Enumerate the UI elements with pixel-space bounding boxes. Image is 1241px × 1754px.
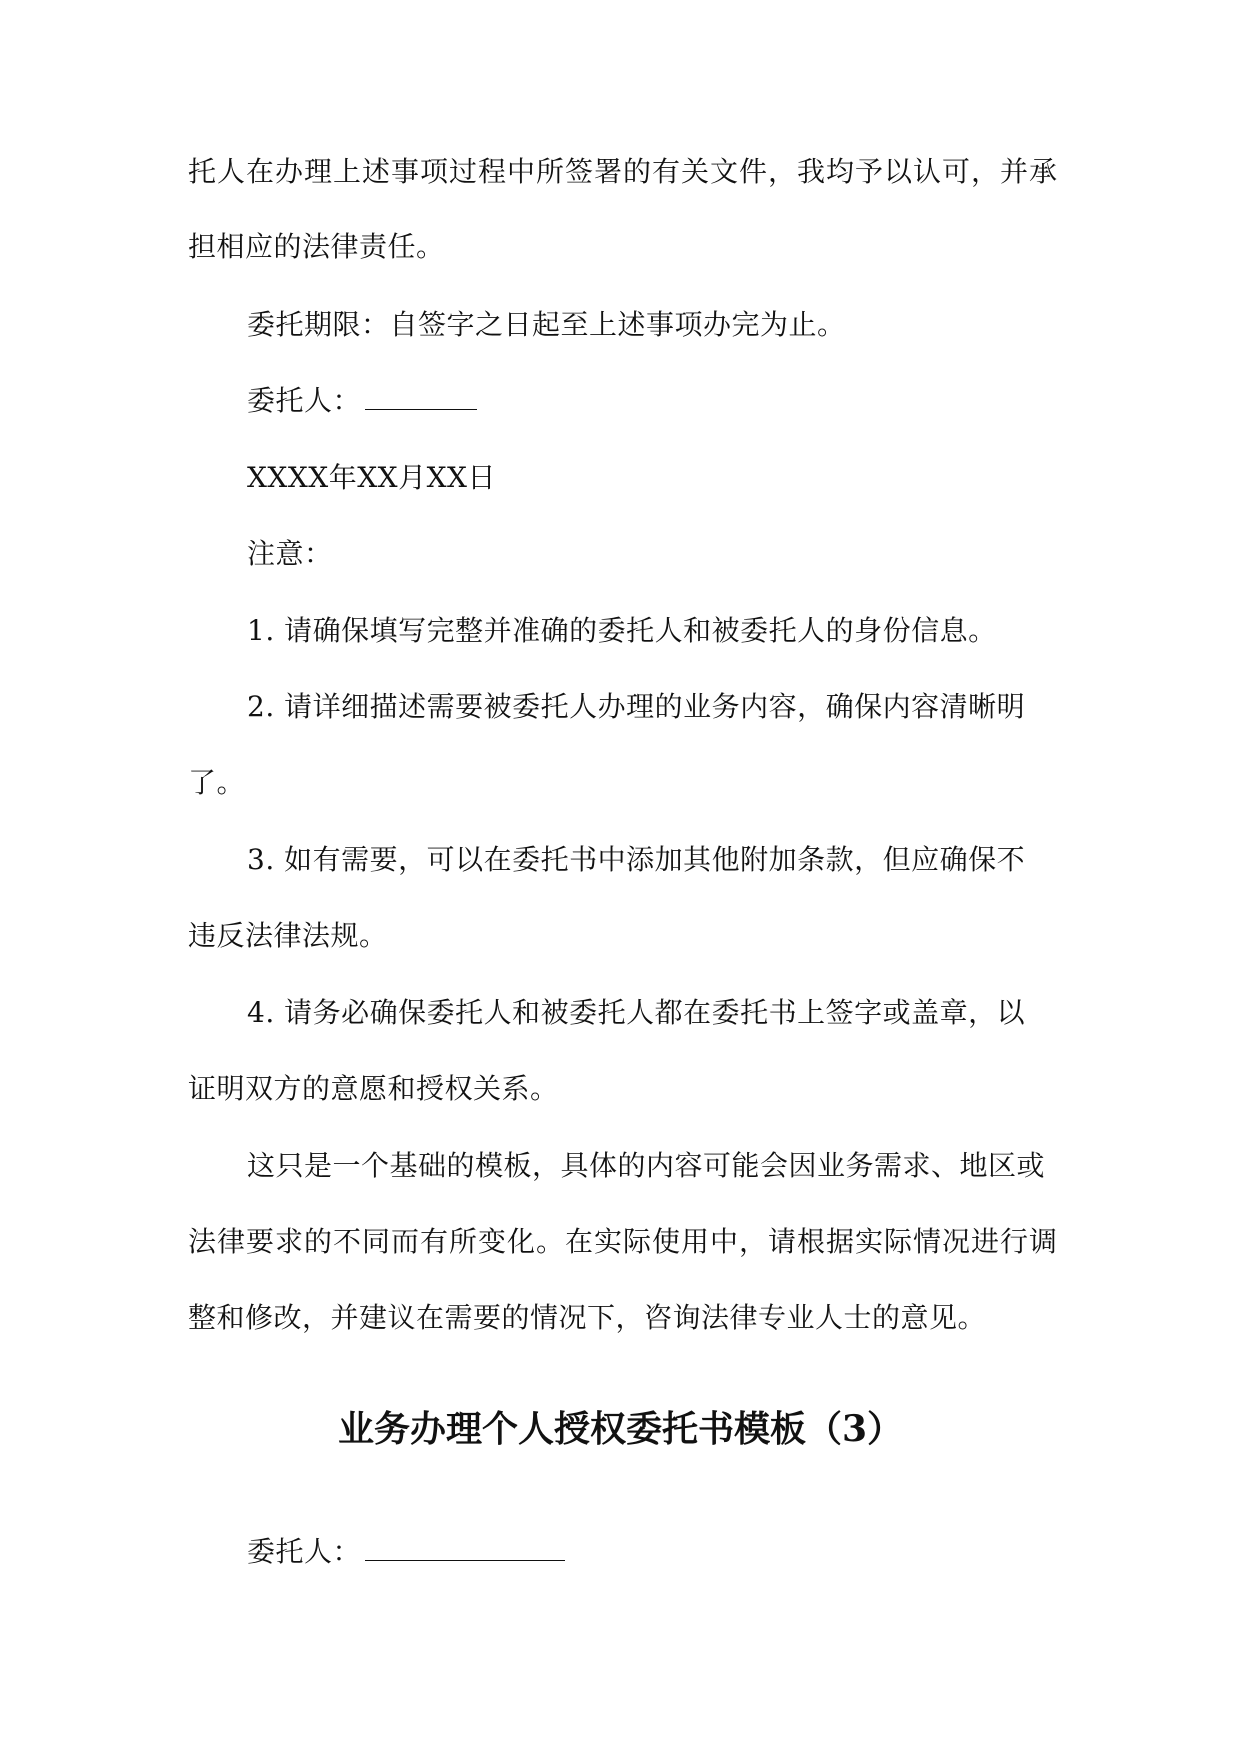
- paragraph-line: 违反法律法规。: [188, 919, 388, 952]
- paragraph-line: 法律要求的不同而有所变化。在实际使用中，请根据实际情况进行调: [188, 1225, 1059, 1258]
- date-line: XXXX年XX月XX日: [247, 461, 496, 494]
- paragraph-line: 担相应的法律责任。: [188, 230, 445, 263]
- note-item: 2. 请详细描述需要被委托人办理的业务内容，确保内容清晰明: [247, 690, 1026, 723]
- notes-label: 注意：: [247, 537, 333, 570]
- section-heading: 业务办理个人授权委托书模板（3）: [337, 1408, 904, 1450]
- principal-blank: [365, 385, 477, 410]
- paragraph-line: 这只是一个基础的模板，具体的内容可能会因业务需求、地区或: [247, 1149, 1046, 1182]
- principal-label: 委托人：: [247, 1535, 362, 1568]
- paragraph-line: 了。: [188, 766, 246, 799]
- principal-line: [247, 381, 477, 421]
- principal-blank: [365, 1536, 565, 1561]
- paragraph-line: 证明双方的意愿和授权关系。: [188, 1072, 559, 1105]
- paragraph-line: 托人在办理上述事项过程中所签署的有关文件，我均予以认可，并承: [188, 155, 1059, 188]
- note-item: 4. 请务必确保委托人和被委托人都在委托书上签字或盖章，以: [247, 996, 1026, 1029]
- principal-label: 委托人：: [247, 384, 362, 417]
- note-item: 3. 如有需要，可以在委托书中添加其他附加条款，但应确保不: [247, 843, 1026, 876]
- paragraph-line: 整和修改，并建议在需要的情况下，咨询法律专业人士的意见。: [188, 1301, 987, 1334]
- principal-line-2: [247, 1532, 565, 1572]
- note-item: 1. 请确保填写完整并准确的委托人和被委托人的身份信息。: [247, 614, 997, 647]
- entrust-period: 委托期限：自签字之日起至上述事项办完为止。: [247, 308, 846, 341]
